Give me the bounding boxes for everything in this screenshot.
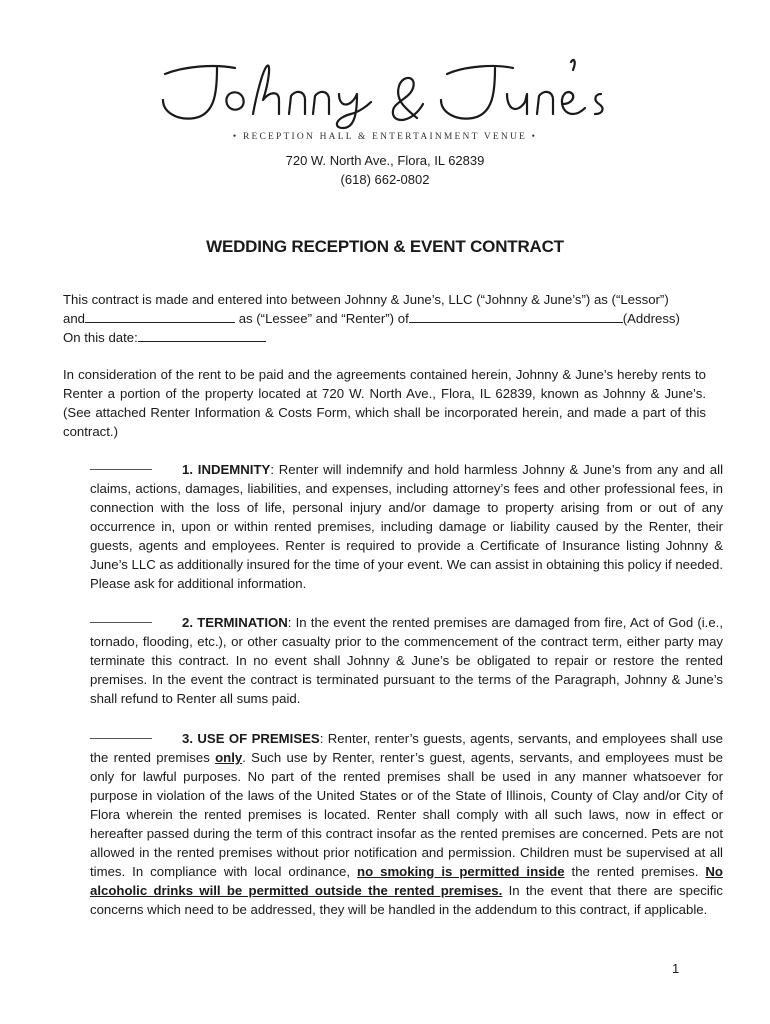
tagline: • RECEPTION HALL & ENTERTAINMENT VENUE • <box>232 132 538 142</box>
no-alcohol-notice: No alcoholic drinks will be permitted outside the rented premises. <box>90 864 723 898</box>
page-number: 1 <box>672 961 680 976</box>
intro-and: and <box>63 311 86 326</box>
intro-line-3 <box>63 328 266 347</box>
date-field[interactable] <box>138 328 266 342</box>
use-heading: 3. USE OF PREMISES <box>182 731 320 746</box>
venue-address: 720 W. North Ave., Flora, IL 62839 <box>285 153 485 168</box>
use-text-1: : Renter, renter’s guests, agents, servants, and employees shall use the rented premises <box>90 731 724 765</box>
intro-line-2 <box>63 309 680 328</box>
consideration-paragraph: In consideration of the rent to be paid and the agreements contained herein, Johnny & June’s hereby rents to Renter a portion of the property located at 720 W. North Ave., Flora, IL 62839, known as Johnny & June’s. (See attached Renter Information & Costs Form, which shall be incorporated herein, and made a part of this contract.) <box>63 367 706 439</box>
use-text-3: the rented premises. <box>564 864 706 879</box>
intro-line-1: This contract is made and entered into between Johnny & June’s, LLC (“Johnny & June’s”) as (“Lessor”) <box>63 292 669 307</box>
termination-text: : In the event the rented premises are damaged from fire, Act of God (i.e., tornado, flooding, etc.), or other casualty prior to the commencement of the contract term, either party may terminate this contract. In no event shall Johnny & June’s be obligated to repair or restore the rented premises. In the event the contract is terminated pursuant to the terms of the Paragraph, Johnny & June’s shall refund to Renter all sums paid. <box>90 615 723 706</box>
logo-script <box>155 52 615 132</box>
indemnity-text: : Renter will indemnify and hold harmless Johnny & June’s from any and all claims, actions, damages, liabilities, and expenses, including attorney’s fees and other professional fees, in connection with the loss of life, personal injury and/or damage to property arising from or out of any occurrence in, upon or within rented premises, including damage or liability caused by the Renter, their guests, agents and employees. Renter is required to provide a Certificate of Insurance listing Johnny & June’s LLC as additionally insured for the time of your event. We can assist in obtaining this policy if needed. Please ask for additional information. <box>90 462 723 591</box>
use-only: only <box>215 750 243 765</box>
use-text-4: In the event that there are specific concerns which need to be addressed, they will be handled in the addendum to this contract, if applicable. <box>90 883 723 917</box>
page-title: WEDDING RECEPTION & EVENT CONTRACT <box>206 237 564 256</box>
intro-address-label: (Address) <box>622 311 680 326</box>
termination-heading: 2. TERMINATION <box>182 615 288 630</box>
section-termination <box>90 613 723 708</box>
logo <box>0 52 770 132</box>
lessee-name-field[interactable] <box>85 309 235 323</box>
section-indemnity <box>90 460 723 593</box>
section-use-of-premises <box>90 729 723 919</box>
use-text-2: . Such use by Renter, renter’s guest, agents, servants, and employees must be only for lawful purposes. No part of the rented premises shall be used in any manner whatsoever for purpose in violation of the laws of the United States or of the State of Illinois, County of Clay and/or City of Flora wherein the rented premises is located. Renter shall comply with all such laws, now in effect or hereafter passed during the term of this contract insofar as the rented premises are concerned. Pets are not allowed in the rented premises without prior notification and permission. Children must be supervised at all times. In compliance with local ordinance, <box>90 750 723 879</box>
venue-phone: (618) 662-0802 <box>340 172 430 187</box>
intro-as-lessee: as (“Lessee” and “Renter”) of <box>238 311 409 326</box>
indemnity-heading: 1. INDEMNITY <box>182 462 271 477</box>
no-smoking-notice: no smoking is permitted inside <box>357 864 565 879</box>
address-field[interactable] <box>409 309 623 323</box>
date-label: On this date: <box>63 330 138 345</box>
